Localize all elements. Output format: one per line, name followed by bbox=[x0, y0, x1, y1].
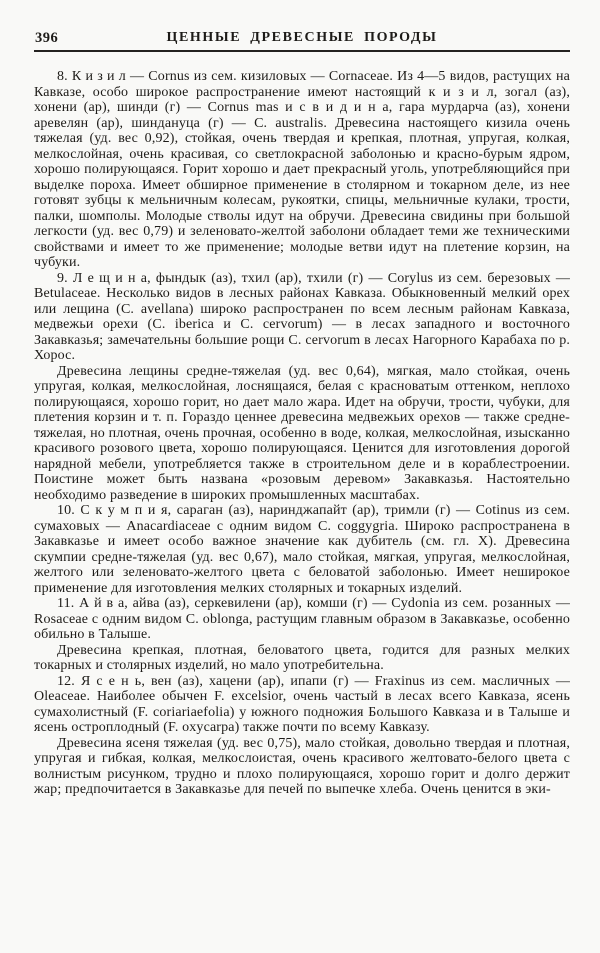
paragraph-12-wood: Древесина ясеня тяжелая (уд. вес 0,75), мало стойкая, довольно твердая и плотная, упругая и гибкая, колкая, мелкослоистая, очень красивого желтовато-белого цвета с волнистым рисунком, трудно и плохо полирующаяся, хорошо горит и долго держит жар; предпочитается в Закавказье для печей по выпечке хлеба. Очень ценится в эки- bbox=[34, 735, 570, 797]
text-block bbox=[34, 69, 570, 798]
page-header bbox=[34, 30, 570, 48]
paragraph-11-wood: Древесина крепкая, плотная, беловатого цвета, годится для разных мелких токарных и столярных изделий, но мало употребительна. bbox=[34, 642, 570, 673]
paragraph-12-yasen: 12. Я с е н ь, вен (аз), хацени (ар), ипапи (г) — Fraxinus из сем. масличных — Oleaceae. Наиболее обычен F. excelsior, очень частый в лесах всего Кавказа, ясень сумахолистный (F. coriariaefolia) у южного подножия Большого Кавказа и в Талыше и ясень остроплодный (F. oxycarpa) также почти по всему Кавказу. bbox=[34, 673, 570, 735]
paragraph-11-ayva: 11. А й в а, айва (аз), серкевилени (ар), комши (г) — Cydonia из сем. розанных — Rosaceae с одним видом C. oblonga, растущим главным образом в Закавказье, особенно обильно в Талыше. bbox=[34, 596, 570, 642]
paragraph-9-leshchina: 9. Л е щ и н а, фындык (аз), тхил (ар), тхили (г) — Corylus из сем. березовых — Betulaceae. Несколько видов в лесных районах Кавказа. Обыкновенный мелкий орех или лещина (C. avellana) широко распространен по всем лесным районам Кавказа, медвежьи орехи (C. iberica и C. cervorum) — в лесах западного и восточного Закавказья; замечательны большие рощи C. cervorum в лесах Нагорного Карабаха по р. Хорос. bbox=[34, 270, 570, 363]
page-number: 396 bbox=[35, 30, 59, 46]
paragraph-8-kizil: 8. К и з и л — Cornus из сем. кизиловых — Cornaceae. Из 4—5 видов, растущих на Кавказе, особо широкое распространение имеют настоящий к и з и л, зогал (аз), хонени (ар), шинди (г) — Cornus mas и с в и д и н а, гара мурдарча (аз), хонени аревелян (ар), шиндануца (г) — C. australis. Древесина настоящего кизила очень тяжелая (уд. вес 0,92), стойкая, очень твердая и крепкая, плотная, упругая, колкая, мелкослойная, очень красивая, со светлокрасной заболонью и красно-бурым ядром, хорошо полирующаяся. Горит хорошо и дает прекрасный уголь, употребляющийся при выделке пороха. Имеет обширное применение в столярном и токарном деле, из нее готовят зубцы к мельничным колесам, рукоятки, спицы, мельничные кулаки, трости, палки, шомполы. Молодые стволы идут на обручи. Древесина свидины при большой легкости (уд. вес 0,79) и зеленовато-желтой заболони обладает теми же техническими свойствами и имеет то же применение; молодые ветви идут на плетение корзин, на чубуки. bbox=[34, 69, 570, 270]
running-title: ЦЕННЫЕ ДРЕВЕСНЫЕ ПОРОДЫ bbox=[166, 30, 438, 45]
paragraph-10-skumpiya: 10. С к у м п и я, сараган (аз), наринджапайт (ар), тримли (г) — Cotinus из сем. сумаховых — Anacardiaceae с одним видом C. coggygria. Широко распространена в Закавказье и имеет особо важное значение как дубитель (см. гл. X). Древесина скумпии средне-тяжелая (уд. вес 0,67), мало стойкая, мягкая, упругая, мелкослойная, желтого или зеленовато-желтого цвета с беловатой заболонью. Имеет неширокое применение для изготовления мелких столярных и токарных изделий. bbox=[34, 503, 570, 596]
header-rule bbox=[34, 50, 570, 52]
paragraph-9-wood: Древесина лещины средне-тяжелая (уд. вес 0,64), мягкая, мало стойкая, очень упругая, колкая, мелкослойная, лоснящаяся, белая с красноватым оттенком, неплохо полирующаяся, хорошо горит, но дает мало жара. Идет на обручи, трости, чубуки, для плетения корзин и т. п. Гораздо ценнее древесина медвежьих орехов — также средне-тяжелая, но плотная, очень прочная, особенно в воде, колкая, мелкослойная, изысканно красивого розового цвета, хорошо полирующаяся. Ценится для изготовления дорогой нарядной мебели, употребляется также в строительном деле и в кораблестроении. Поистине может быть названа «розовым деревом» Закавказья. Настоятельно необходимо разведение в широких промышленных масштабах. bbox=[34, 363, 570, 503]
